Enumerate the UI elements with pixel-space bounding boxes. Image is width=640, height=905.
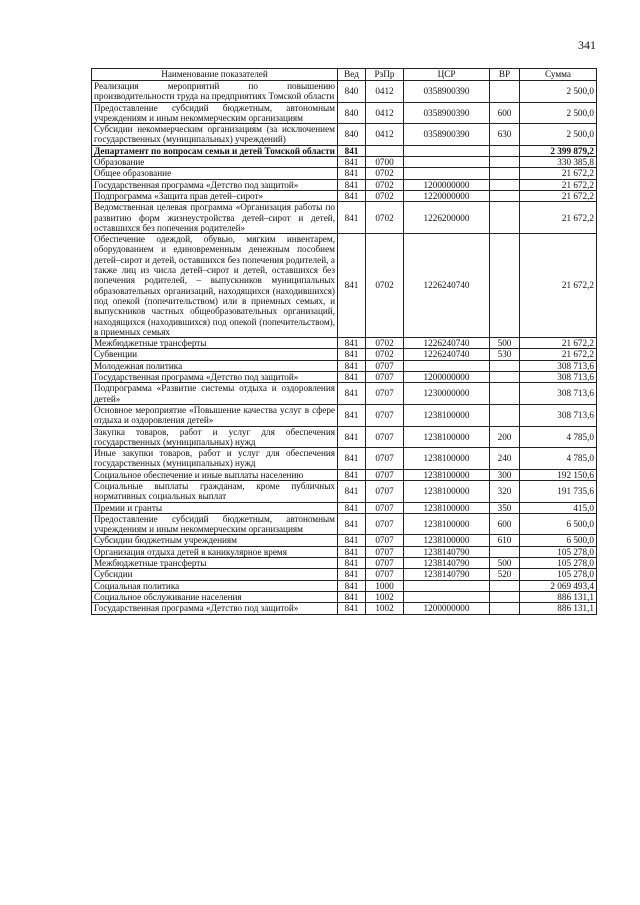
cell-vr bbox=[490, 603, 520, 614]
cell-ved: 841 bbox=[338, 338, 366, 349]
cell-ved: 841 bbox=[338, 190, 366, 201]
cell-csr bbox=[404, 157, 490, 168]
table-row bbox=[92, 102, 597, 124]
cell-vr: 300 bbox=[490, 469, 520, 480]
cell-rzpr: 0707 bbox=[366, 569, 404, 580]
cell-csr: 1238100000 bbox=[404, 513, 490, 535]
cell-rzpr: 1002 bbox=[366, 603, 404, 614]
cell-rzpr: 0702 bbox=[366, 349, 404, 360]
cell-sum: 415,0 bbox=[520, 502, 597, 513]
cell-rzpr: 0707 bbox=[366, 360, 404, 371]
header-ved: Вед bbox=[338, 69, 366, 81]
cell-vr bbox=[490, 360, 520, 371]
cell-sum: 4 785,0 bbox=[520, 448, 597, 470]
cell-rzpr: 0707 bbox=[366, 372, 404, 383]
cell-rzpr: 0707 bbox=[366, 404, 404, 426]
cell-sum: 105 278,0 bbox=[520, 569, 597, 580]
table-body bbox=[92, 81, 597, 615]
cell-ved: 841 bbox=[338, 580, 366, 591]
cell-name: Социальные выплаты гражданам, кроме публичных нормативных социальных выплат bbox=[92, 480, 338, 502]
table-row bbox=[92, 580, 597, 591]
cell-vr bbox=[490, 190, 520, 201]
cell-csr: 1238140790 bbox=[404, 558, 490, 569]
cell-sum: 191 735,6 bbox=[520, 480, 597, 502]
cell-name: Субсидии bbox=[92, 569, 338, 580]
cell-rzpr: 0412 bbox=[366, 124, 404, 146]
cell-vr: 610 bbox=[490, 535, 520, 546]
table-row bbox=[92, 480, 597, 502]
cell-name: Социальное обеспечение и иные выплаты населению bbox=[92, 469, 338, 480]
table-row bbox=[92, 513, 597, 535]
cell-rzpr: 0702 bbox=[366, 190, 404, 201]
table-row bbox=[92, 360, 597, 371]
table-row bbox=[92, 603, 597, 614]
cell-vr: 500 bbox=[490, 558, 520, 569]
cell-sum: 308 713,6 bbox=[520, 383, 597, 405]
cell-csr: 1238100000 bbox=[404, 448, 490, 470]
cell-vr: 200 bbox=[490, 426, 520, 448]
header-name: Наименование показателей bbox=[92, 69, 338, 81]
cell-rzpr: 0702 bbox=[366, 202, 404, 234]
cell-name: Подпрограмма «Защита прав детей–сирот» bbox=[92, 190, 338, 201]
cell-name: Закупка товаров, работ и услуг для обеспечения государственных (муниципальных) нужд bbox=[92, 426, 338, 448]
table-row bbox=[92, 157, 597, 168]
cell-name: Основное мероприятие «Повышение качества услуг в сфере отдыха и оздоровления детей» bbox=[92, 404, 338, 426]
cell-sum: 192 150,6 bbox=[520, 469, 597, 480]
cell-sum: 2 399 879,2 bbox=[520, 145, 597, 156]
table-row bbox=[92, 202, 597, 234]
cell-ved: 841 bbox=[338, 372, 366, 383]
cell-rzpr: 1002 bbox=[366, 591, 404, 602]
cell-ved: 841 bbox=[338, 502, 366, 513]
table-row bbox=[92, 569, 597, 580]
cell-ved: 841 bbox=[338, 202, 366, 234]
cell-ved: 841 bbox=[338, 349, 366, 360]
table-row bbox=[92, 179, 597, 190]
cell-ved: 841 bbox=[338, 168, 366, 179]
cell-csr: 1238100000 bbox=[404, 502, 490, 513]
cell-name: Подпрограмма «Развитие системы отдыха и оздоровления детей» bbox=[92, 383, 338, 405]
cell-vr: 350 bbox=[490, 502, 520, 513]
cell-name: Социальная политика bbox=[92, 580, 338, 591]
cell-csr: 1230000000 bbox=[404, 383, 490, 405]
table-row bbox=[92, 124, 597, 146]
table-row bbox=[92, 546, 597, 557]
cell-sum: 21 672,2 bbox=[520, 338, 597, 349]
cell-vr: 320 bbox=[490, 480, 520, 502]
cell-csr: 1238140790 bbox=[404, 569, 490, 580]
cell-ved: 840 bbox=[338, 124, 366, 146]
cell-rzpr: 0707 bbox=[366, 383, 404, 405]
budget-table bbox=[91, 68, 597, 615]
cell-vr bbox=[490, 145, 520, 156]
cell-rzpr: 0707 bbox=[366, 546, 404, 557]
table-row bbox=[92, 372, 597, 383]
cell-name: Межбюджетные трансферты bbox=[92, 338, 338, 349]
cell-name: Общее образование bbox=[92, 168, 338, 179]
cell-name: Предоставление субсидий бюджетным, автономным учреждениям и иным некоммерческим организациям bbox=[92, 102, 338, 124]
cell-csr: 0358900390 bbox=[404, 81, 490, 103]
cell-ved: 841 bbox=[338, 383, 366, 405]
table-row bbox=[92, 168, 597, 179]
cell-csr: 1220000000 bbox=[404, 190, 490, 201]
cell-vr bbox=[490, 234, 520, 338]
cell-ved: 841 bbox=[338, 603, 366, 614]
cell-name: Обеспечение одеждой, обувью, мягким инвентарем, оборудованием и единовременным денежным пособием детей–сирот и детей, оставшихся без попечения родителей, а также лиц из числа детей–сирот и детей, оставшихся без попечения родителей, – выпускников муниципальных образовательных организаций, находящихся (находившихся) под опекой (попечительством) или в приемных семьях, и выпускников частных общеобразовательных организаций, находящихся (находившихся) под опекой (попечительством), в приемных семьях bbox=[92, 234, 338, 338]
cell-sum: 21 672,2 bbox=[520, 202, 597, 234]
cell-sum: 308 713,6 bbox=[520, 360, 597, 371]
cell-csr bbox=[404, 168, 490, 179]
cell-csr: 0358900390 bbox=[404, 124, 490, 146]
cell-sum: 21 672,2 bbox=[520, 168, 597, 179]
cell-vr bbox=[490, 81, 520, 103]
cell-sum: 21 672,2 bbox=[520, 190, 597, 201]
cell-vr: 600 bbox=[490, 513, 520, 535]
cell-rzpr: 0707 bbox=[366, 535, 404, 546]
table-row bbox=[92, 502, 597, 513]
cell-name: Премии и гранты bbox=[92, 502, 338, 513]
table-row bbox=[92, 535, 597, 546]
cell-csr bbox=[404, 145, 490, 156]
cell-name: Молодежная политика bbox=[92, 360, 338, 371]
cell-sum: 105 278,0 bbox=[520, 558, 597, 569]
cell-vr: 500 bbox=[490, 338, 520, 349]
cell-sum: 308 713,6 bbox=[520, 372, 597, 383]
cell-rzpr: 0707 bbox=[366, 502, 404, 513]
cell-csr: 1200000000 bbox=[404, 179, 490, 190]
cell-name: Государственная программа «Детство под защитой» bbox=[92, 372, 338, 383]
cell-rzpr bbox=[366, 145, 404, 156]
cell-rzpr: 0707 bbox=[366, 513, 404, 535]
cell-sum: 6 500,0 bbox=[520, 513, 597, 535]
cell-name: Образование bbox=[92, 157, 338, 168]
cell-sum: 6 500,0 bbox=[520, 535, 597, 546]
cell-name: Субсидии бюджетным учреждениям bbox=[92, 535, 338, 546]
cell-sum: 886 131,1 bbox=[520, 591, 597, 602]
cell-sum: 21 672,2 bbox=[520, 234, 597, 338]
cell-csr: 1226240740 bbox=[404, 338, 490, 349]
table-row bbox=[92, 404, 597, 426]
cell-csr: 1200000000 bbox=[404, 372, 490, 383]
cell-rzpr: 0707 bbox=[366, 558, 404, 569]
cell-rzpr: 0412 bbox=[366, 102, 404, 124]
cell-rzpr: 0702 bbox=[366, 168, 404, 179]
cell-ved: 841 bbox=[338, 157, 366, 168]
cell-name: Субсидии некоммерческим организациям (за исключением государственных (муниципальных) учреждений) bbox=[92, 124, 338, 146]
cell-vr bbox=[490, 157, 520, 168]
cell-vr: 600 bbox=[490, 102, 520, 124]
cell-name: Реализация мероприятий по повышению производительности труда на предприятиях Томской области bbox=[92, 81, 338, 103]
cell-vr bbox=[490, 546, 520, 557]
cell-csr: 1238100000 bbox=[404, 404, 490, 426]
cell-csr: 1226200000 bbox=[404, 202, 490, 234]
cell-vr bbox=[490, 404, 520, 426]
cell-name: Государственная программа «Детство под защитой» bbox=[92, 603, 338, 614]
table-row bbox=[92, 558, 597, 569]
table-row bbox=[92, 426, 597, 448]
table-row bbox=[92, 383, 597, 405]
cell-name: Департамент по вопросам семьи и детей Томской области bbox=[92, 145, 338, 156]
cell-rzpr: 0707 bbox=[366, 448, 404, 470]
cell-vr: 520 bbox=[490, 569, 520, 580]
cell-ved: 841 bbox=[338, 591, 366, 602]
cell-csr bbox=[404, 360, 490, 371]
cell-sum: 2 500,0 bbox=[520, 81, 597, 103]
cell-vr: 630 bbox=[490, 124, 520, 146]
cell-vr: 240 bbox=[490, 448, 520, 470]
cell-name: Межбюджетные трансферты bbox=[92, 558, 338, 569]
cell-csr: 1226240740 bbox=[404, 349, 490, 360]
cell-vr bbox=[490, 580, 520, 591]
cell-sum: 21 672,2 bbox=[520, 349, 597, 360]
cell-sum: 308 713,6 bbox=[520, 404, 597, 426]
cell-rzpr: 0412 bbox=[366, 81, 404, 103]
cell-csr: 1200000000 bbox=[404, 603, 490, 614]
cell-ved: 841 bbox=[338, 513, 366, 535]
cell-csr: 1238140790 bbox=[404, 546, 490, 557]
cell-vr bbox=[490, 179, 520, 190]
cell-sum: 2 069 493,4 bbox=[520, 580, 597, 591]
table-row bbox=[92, 234, 597, 338]
cell-name: Организация отдыха детей в каникулярное время bbox=[92, 546, 338, 557]
cell-rzpr: 0707 bbox=[366, 480, 404, 502]
cell-csr bbox=[404, 591, 490, 602]
cell-sum: 2 500,0 bbox=[520, 124, 597, 146]
cell-sum: 330 385,8 bbox=[520, 157, 597, 168]
cell-vr bbox=[490, 202, 520, 234]
cell-csr: 0358900390 bbox=[404, 102, 490, 124]
cell-name: Иные закупки товаров, работ и услуг для обеспечения государственных (муниципальных) нужд bbox=[92, 448, 338, 470]
cell-csr: 1238100000 bbox=[404, 535, 490, 546]
cell-ved: 841 bbox=[338, 546, 366, 557]
table-row bbox=[92, 349, 597, 360]
cell-vr bbox=[490, 591, 520, 602]
cell-csr: 1226240740 bbox=[404, 234, 490, 338]
cell-vr bbox=[490, 383, 520, 405]
cell-vr: 530 bbox=[490, 349, 520, 360]
cell-ved: 841 bbox=[338, 426, 366, 448]
table-row bbox=[92, 145, 597, 156]
page-number: 341 bbox=[578, 38, 596, 52]
table-row bbox=[92, 338, 597, 349]
cell-sum: 21 672,2 bbox=[520, 179, 597, 190]
cell-rzpr: 0702 bbox=[366, 179, 404, 190]
cell-name: Предоставление субсидий бюджетным, автономным учреждениям и иным некоммерческим организациям bbox=[92, 513, 338, 535]
cell-sum: 4 785,0 bbox=[520, 426, 597, 448]
table-row bbox=[92, 190, 597, 201]
cell-ved: 841 bbox=[338, 469, 366, 480]
cell-name: Ведомственная целевая программа «Организация работы по развитию форм жизнеустройства детей–сирот и детей, оставшихся без попечения родителей» bbox=[92, 202, 338, 234]
cell-rzpr: 0707 bbox=[366, 426, 404, 448]
header-row bbox=[92, 69, 597, 81]
cell-sum: 2 500,0 bbox=[520, 102, 597, 124]
cell-ved: 841 bbox=[338, 179, 366, 190]
cell-csr: 1238100000 bbox=[404, 480, 490, 502]
cell-csr: 1238100000 bbox=[404, 426, 490, 448]
cell-ved: 841 bbox=[338, 234, 366, 338]
cell-ved: 841 bbox=[338, 535, 366, 546]
header-vr: ВР bbox=[490, 69, 520, 81]
table-row bbox=[92, 591, 597, 602]
cell-rzpr: 1000 bbox=[366, 580, 404, 591]
table-row bbox=[92, 448, 597, 470]
cell-ved: 840 bbox=[338, 81, 366, 103]
cell-ved: 841 bbox=[338, 404, 366, 426]
header-sum: Сумма bbox=[520, 69, 597, 81]
table-row bbox=[92, 469, 597, 480]
cell-csr: 1238100000 bbox=[404, 469, 490, 480]
table-row bbox=[92, 81, 597, 103]
cell-rzpr: 0702 bbox=[366, 234, 404, 338]
cell-ved: 841 bbox=[338, 480, 366, 502]
cell-ved: 840 bbox=[338, 102, 366, 124]
cell-rzpr: 0700 bbox=[366, 157, 404, 168]
header-csr: ЦСР bbox=[404, 69, 490, 81]
cell-csr bbox=[404, 580, 490, 591]
cell-name: Социальное обслуживание населения bbox=[92, 591, 338, 602]
cell-ved: 841 bbox=[338, 558, 366, 569]
cell-sum: 886 131,1 bbox=[520, 603, 597, 614]
cell-ved: 841 bbox=[338, 145, 366, 156]
cell-ved: 841 bbox=[338, 569, 366, 580]
cell-sum: 105 278,0 bbox=[520, 546, 597, 557]
cell-vr bbox=[490, 168, 520, 179]
cell-name: Государственная программа «Детство под защитой» bbox=[92, 179, 338, 190]
cell-ved: 841 bbox=[338, 360, 366, 371]
cell-name: Субвенции bbox=[92, 349, 338, 360]
cell-rzpr: 0702 bbox=[366, 338, 404, 349]
cell-ved: 841 bbox=[338, 448, 366, 470]
cell-rzpr: 0707 bbox=[366, 469, 404, 480]
header-rzpr: РзПр bbox=[366, 69, 404, 81]
cell-vr bbox=[490, 372, 520, 383]
